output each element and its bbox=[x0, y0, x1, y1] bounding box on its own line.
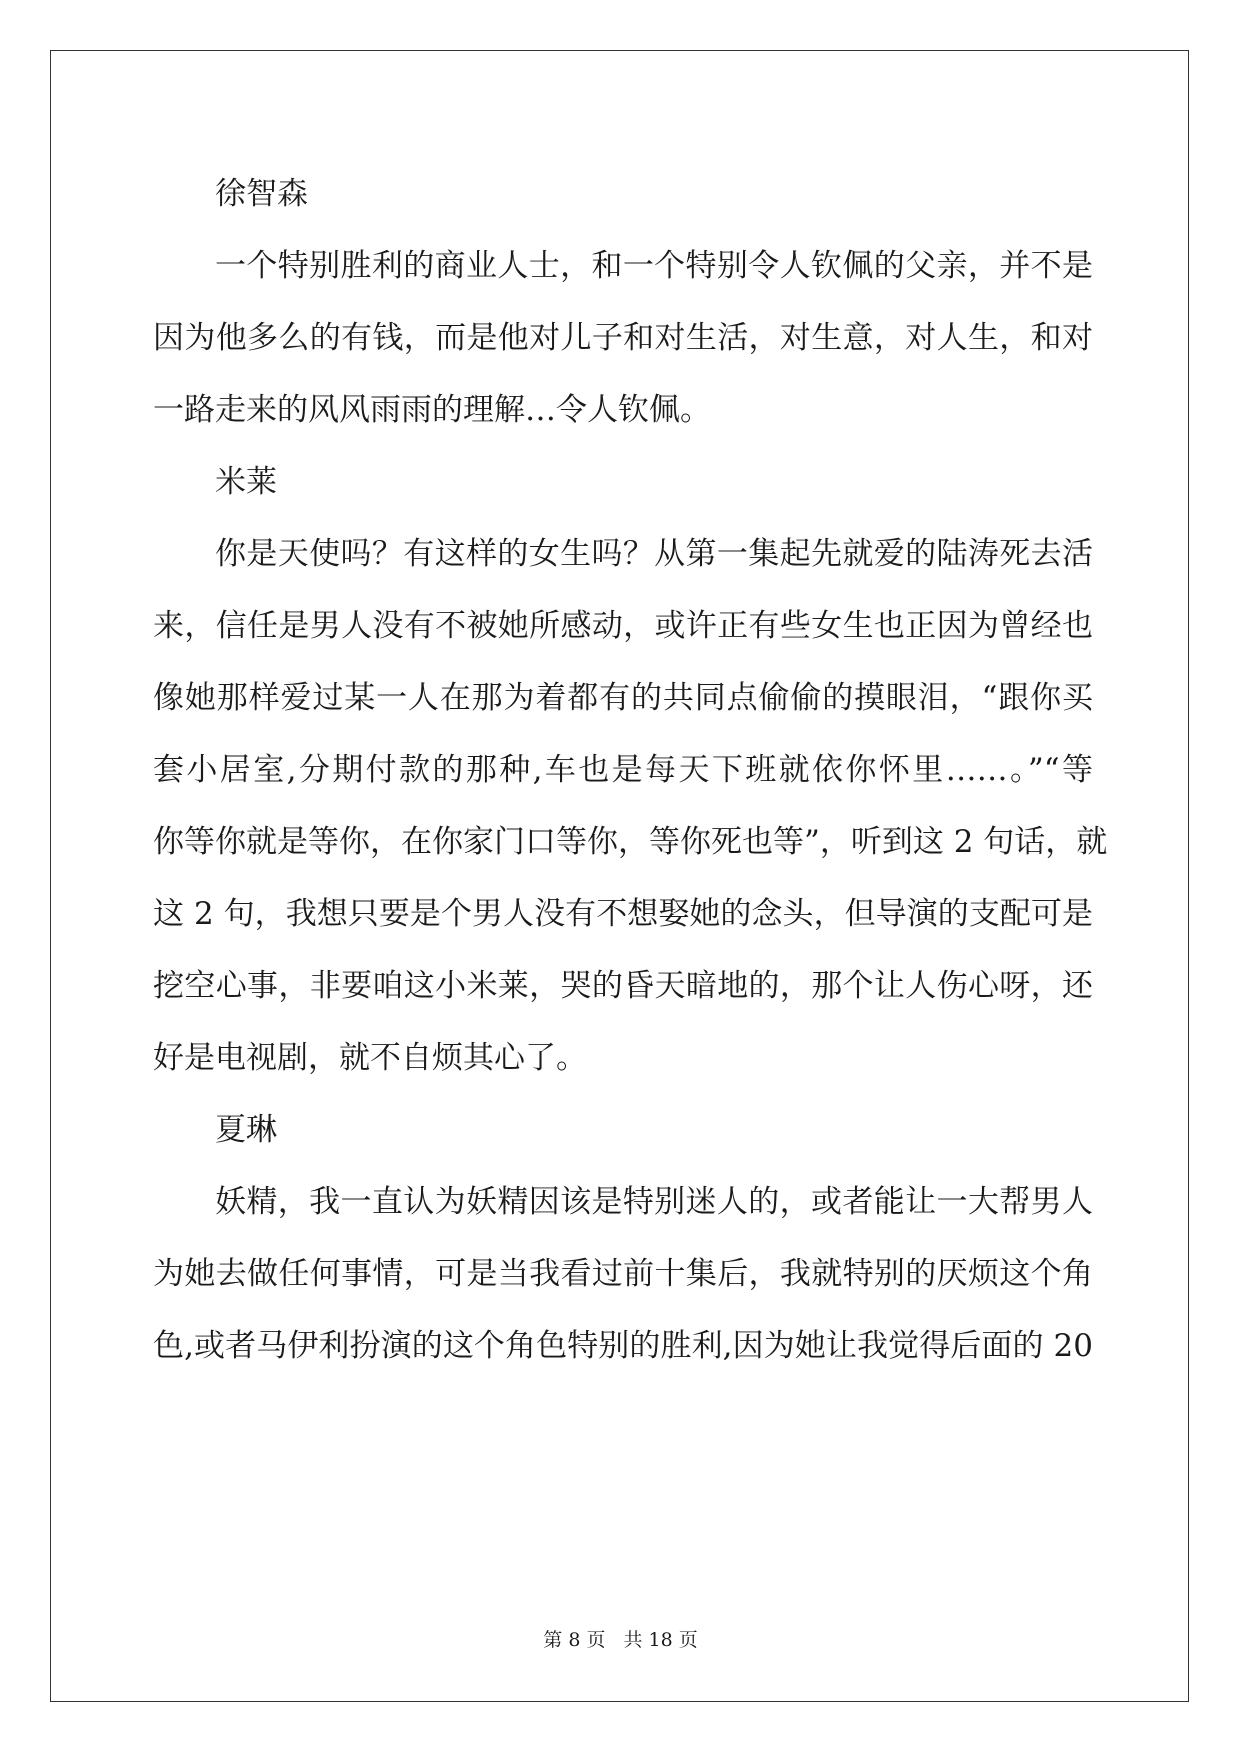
paragraph-line: 像她那样爱过某一人在那为着都有的共同点偷偷的摸眼泪，“跟你买 bbox=[153, 680, 1093, 716]
paragraph-line: 这 2 句，我想只要是个男人没有不想娶她的念头，但导演的支配可是 bbox=[153, 896, 1093, 932]
total-pages: 共 18 页 bbox=[623, 1629, 698, 1651]
paragraph-line: 一个特别胜利的商业人士，和一个特别令人钦佩的父亲，并不是 bbox=[215, 248, 1093, 284]
character-name: 夏琳 bbox=[215, 1112, 277, 1148]
paragraph-line: 你等你就是等你，在你家门口等你，等你死也等”，听到这 2 句话，就 bbox=[153, 824, 1108, 860]
character-name: 米莱 bbox=[215, 464, 277, 500]
paragraph-line: 挖空心事，非要咱这小米莱，哭的昏天暗地的，那个让人伤心呀，还 bbox=[153, 968, 1093, 1004]
paragraph-line: 你是天使吗？有这样的女生吗？从第一集起先就爱的陆涛死去活 bbox=[215, 536, 1093, 572]
paragraph-line: 一路走来的风风雨雨的理解…令人钦佩。 bbox=[153, 392, 711, 428]
paragraph-line: 妖精，我一直认为妖精因该是特别迷人的，或者能让一大帮男人 bbox=[215, 1184, 1093, 1220]
page-number: 第 8 页 bbox=[543, 1629, 606, 1651]
paragraph-line: 好是电视剧，就不自烦其心了。 bbox=[153, 1040, 587, 1076]
character-name: 徐智森 bbox=[215, 176, 308, 212]
document-body bbox=[153, 158, 1108, 1382]
paragraph-line: 来，信任是男人没有不被她所感动，或许正有些女生也正因为曾经也 bbox=[153, 608, 1093, 644]
paragraph-line: 因为他多么的有钱，而是他对儿子和对生活，对生意，对人生，和对 bbox=[153, 320, 1093, 356]
page-footer bbox=[0, 1628, 1241, 1652]
paragraph-line: 套小居室,分期付款的那种,车也是每天下班就依你怀里……。”“等 bbox=[153, 752, 1093, 788]
paragraph-line: 为她去做任何事情，可是当我看过前十集后，我就特别的厌烦这个角 bbox=[153, 1256, 1093, 1292]
paragraph-line: 色,或者马伊利扮演的这个角色特别的胜利,因为她让我觉得后面的 20 bbox=[153, 1328, 1093, 1364]
